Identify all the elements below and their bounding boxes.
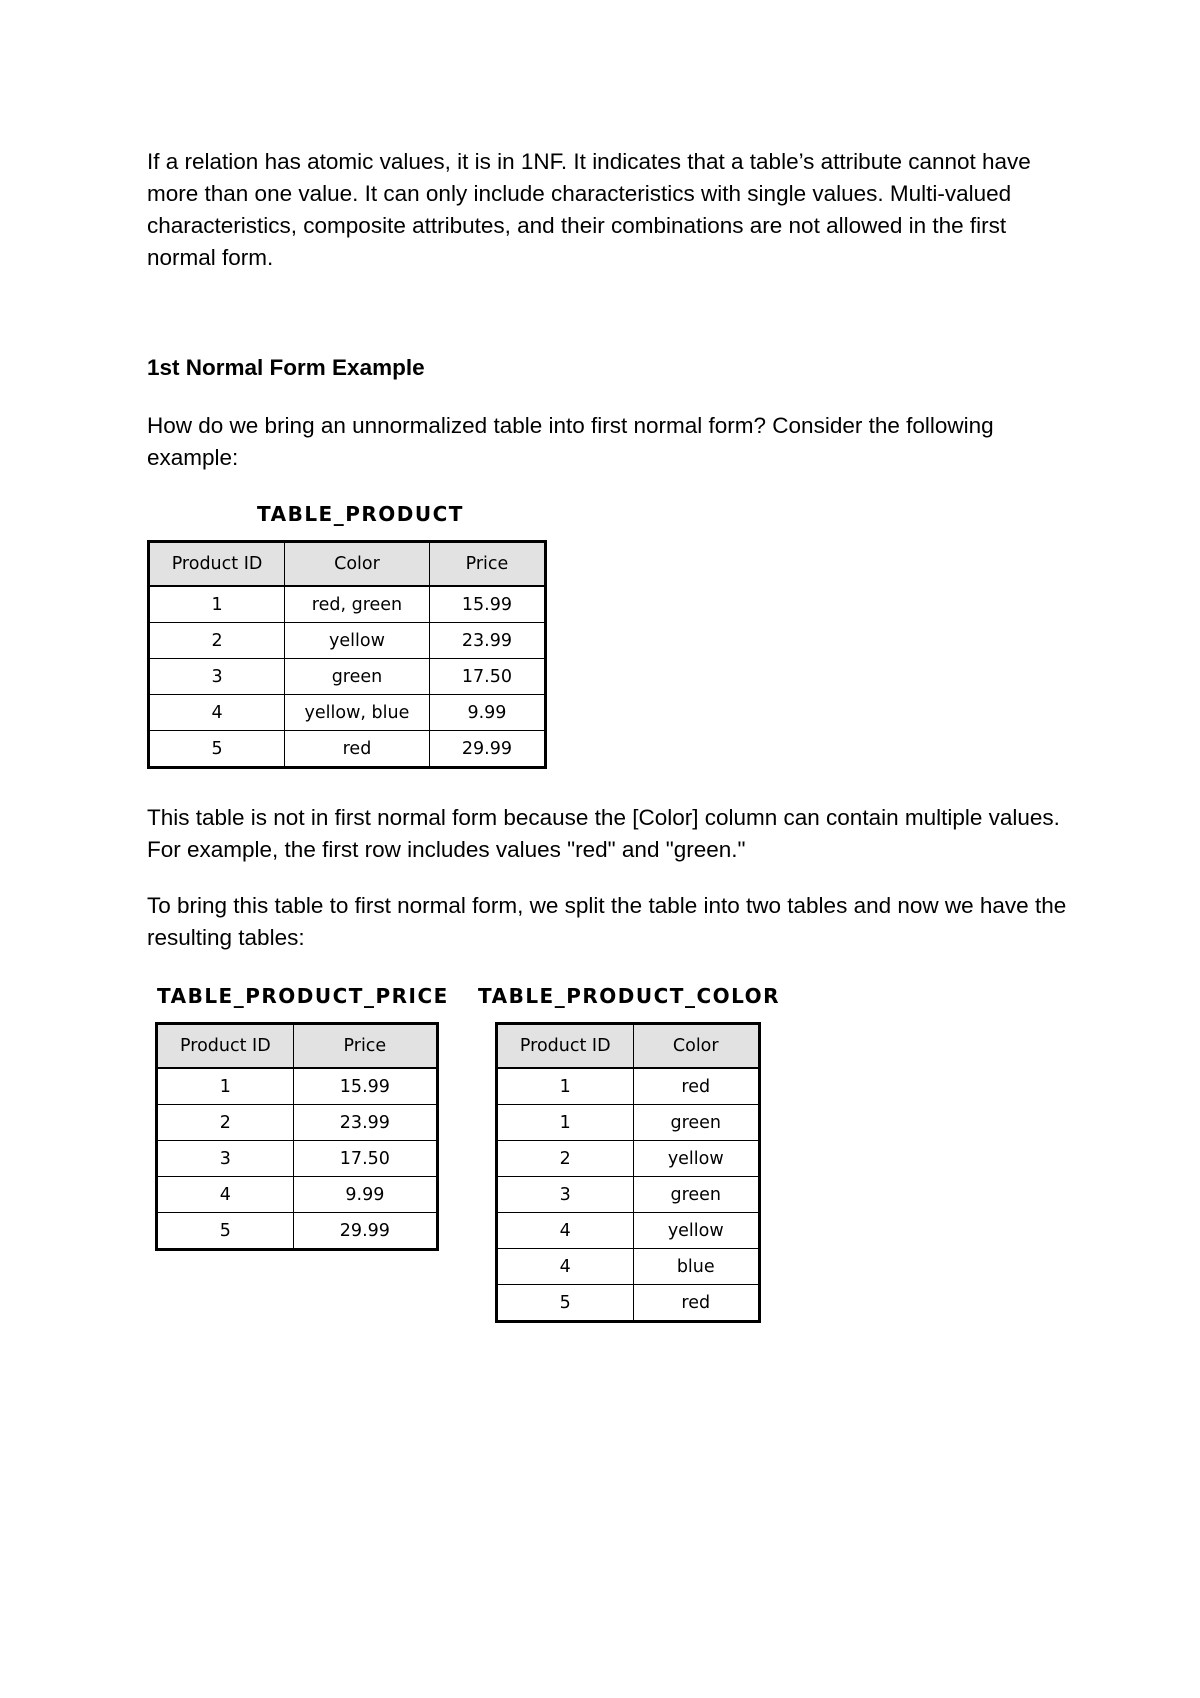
color-cell: red bbox=[633, 1285, 760, 1322]
table-row bbox=[157, 1213, 438, 1250]
table-row bbox=[149, 731, 546, 768]
table-header-row bbox=[157, 1024, 438, 1069]
table-product-price-title: TABLE_PRODUCT_PRICE bbox=[157, 984, 449, 1008]
example-heading: 1st Normal Form Example bbox=[147, 355, 425, 380]
color-cell: yellow bbox=[633, 1141, 760, 1177]
color-cell: yellow bbox=[633, 1213, 760, 1249]
table-row bbox=[157, 1141, 438, 1177]
column-header: Color bbox=[633, 1024, 760, 1069]
price-cell: 15.99 bbox=[293, 1068, 437, 1105]
table-row bbox=[149, 695, 546, 731]
table-row bbox=[497, 1141, 760, 1177]
resolution-paragraph: To bring this table to first normal form, we split the table into two tables and now we have the resulting tables: bbox=[147, 893, 1067, 950]
product-id-cell: 1 bbox=[157, 1068, 294, 1105]
product-id-cell: 4 bbox=[497, 1249, 634, 1285]
table-row bbox=[497, 1105, 760, 1141]
product-id-cell: 4 bbox=[149, 695, 285, 731]
color-cell: red bbox=[633, 1068, 760, 1105]
product-id-cell: 5 bbox=[157, 1213, 294, 1250]
product-id-cell: 5 bbox=[497, 1285, 634, 1322]
price-cell: 23.99 bbox=[429, 623, 545, 659]
color-cell: green bbox=[633, 1177, 760, 1213]
color-cell: red bbox=[285, 731, 430, 768]
color-cell: yellow, blue bbox=[285, 695, 430, 731]
table-row bbox=[497, 1213, 760, 1249]
product-id-cell: 4 bbox=[497, 1213, 634, 1249]
product-id-cell: 1 bbox=[497, 1068, 634, 1105]
table-header-row bbox=[497, 1024, 760, 1069]
price-cell: 29.99 bbox=[293, 1213, 437, 1250]
table-row bbox=[149, 659, 546, 695]
table-row bbox=[497, 1177, 760, 1213]
product-id-cell: 5 bbox=[149, 731, 285, 768]
table-row bbox=[497, 1285, 760, 1322]
price-cell: 9.99 bbox=[429, 695, 545, 731]
price-cell: 29.99 bbox=[429, 731, 545, 768]
intro-paragraph: If a relation has atomic values, it is in 1NF. It indicates that a table’s attribute cannot have more than one value. It can only include characteristics with single values. Multi-valued characteristics, composite attributes, and their combinations are not allowed in the first normal form. bbox=[147, 149, 1031, 270]
explanation-paragraph: This table is not in first normal form because the [Color] column can contain multiple values. For example, the first row includes values "red" and "green." bbox=[147, 805, 1060, 862]
column-header: Price bbox=[429, 542, 545, 587]
product-id-cell: 3 bbox=[497, 1177, 634, 1213]
table-product-color-title: TABLE_PRODUCT_COLOR bbox=[478, 984, 781, 1008]
column-header: Color bbox=[285, 542, 430, 587]
product-id-cell: 2 bbox=[149, 623, 285, 659]
product-id-cell: 1 bbox=[497, 1105, 634, 1141]
column-header: Price bbox=[293, 1024, 437, 1069]
column-header: Product ID bbox=[157, 1024, 294, 1069]
color-cell: blue bbox=[633, 1249, 760, 1285]
table-header-row bbox=[149, 542, 546, 587]
price-cell: 23.99 bbox=[293, 1105, 437, 1141]
table-product-price bbox=[155, 1022, 439, 1251]
column-header: Product ID bbox=[497, 1024, 634, 1069]
product-id-cell: 1 bbox=[149, 586, 285, 623]
table-product-color bbox=[495, 1022, 761, 1323]
color-cell: red, green bbox=[285, 586, 430, 623]
price-cell: 15.99 bbox=[429, 586, 545, 623]
table-row bbox=[497, 1068, 760, 1105]
color-cell: yellow bbox=[285, 623, 430, 659]
table-row bbox=[497, 1249, 760, 1285]
table-row bbox=[157, 1105, 438, 1141]
table-product bbox=[147, 540, 547, 769]
product-id-cell: 3 bbox=[157, 1141, 294, 1177]
table-row bbox=[157, 1177, 438, 1213]
product-id-cell: 2 bbox=[497, 1141, 634, 1177]
price-cell: 9.99 bbox=[293, 1177, 437, 1213]
color-cell: green bbox=[285, 659, 430, 695]
product-id-cell: 4 bbox=[157, 1177, 294, 1213]
table-row bbox=[149, 623, 546, 659]
product-id-cell: 2 bbox=[157, 1105, 294, 1141]
color-cell: green bbox=[633, 1105, 760, 1141]
price-cell: 17.50 bbox=[293, 1141, 437, 1177]
table-row bbox=[149, 586, 546, 623]
price-cell: 17.50 bbox=[429, 659, 545, 695]
question-paragraph: How do we bring an unnormalized table into first normal form? Consider the following example: bbox=[147, 413, 994, 470]
column-header: Product ID bbox=[149, 542, 285, 587]
product-id-cell: 3 bbox=[149, 659, 285, 695]
table-row bbox=[157, 1068, 438, 1105]
table-product-title: TABLE_PRODUCT bbox=[257, 502, 464, 526]
